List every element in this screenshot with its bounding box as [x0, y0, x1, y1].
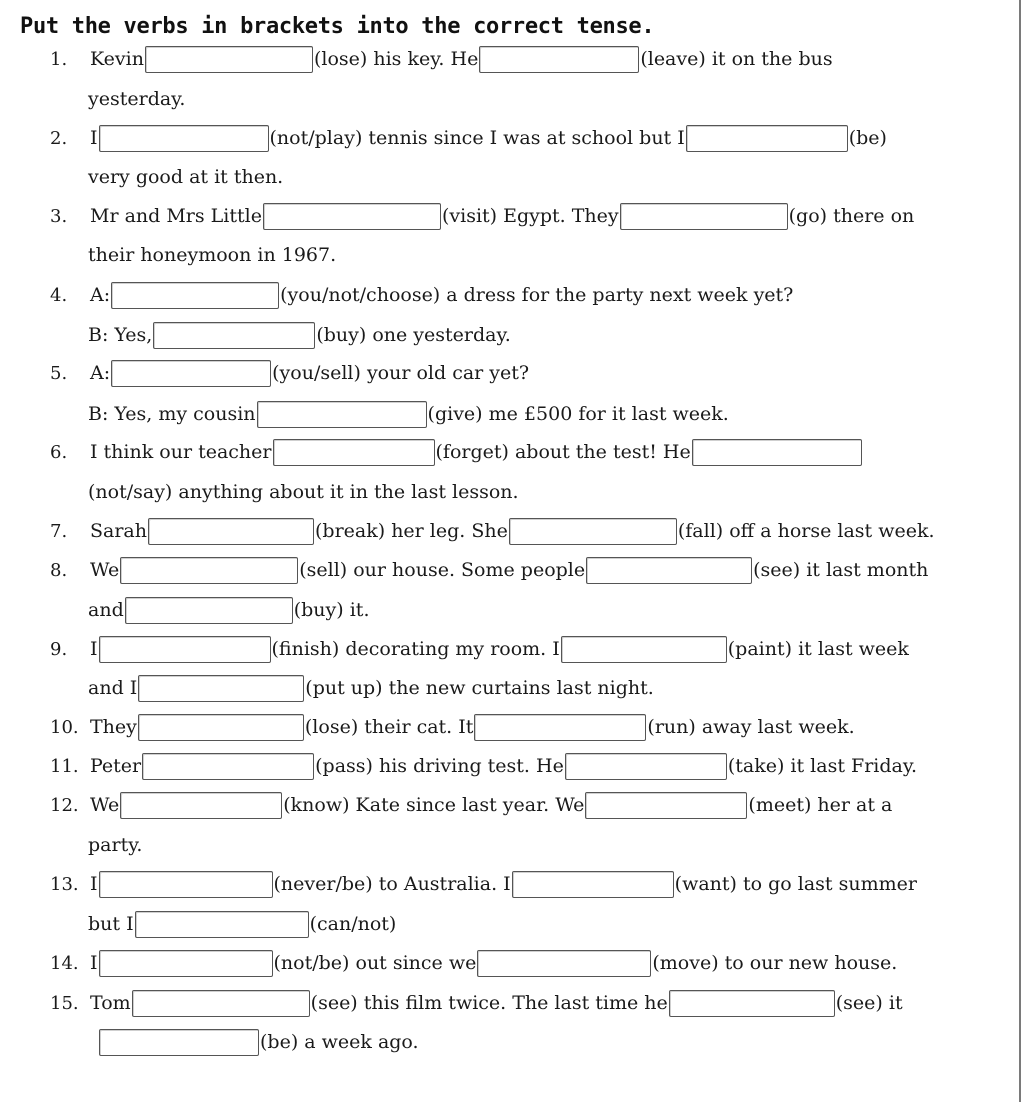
exercise-text: (break) her leg. She — [315, 520, 508, 542]
exercise-line — [88, 159, 283, 195]
answer-blank[interactable] — [686, 125, 848, 152]
exercise-line — [50, 631, 909, 667]
exercise-line — [88, 592, 369, 628]
answer-blank[interactable] — [669, 990, 835, 1017]
exercise-text: I think our teacher — [90, 441, 272, 463]
exercise-text: B: Yes, my cousin — [88, 403, 256, 425]
exercise-text: Kevin — [90, 48, 144, 70]
answer-blank[interactable] — [477, 950, 651, 977]
answer-blank[interactable] — [138, 714, 304, 741]
exercise-text: (not/play) tennis since I was at school but I — [269, 127, 685, 149]
exercise-text: (forget) about the test! He — [435, 441, 691, 463]
exercise-line — [88, 81, 185, 117]
answer-blank[interactable] — [479, 46, 639, 73]
exercise-line — [50, 787, 892, 823]
answer-blank[interactable] — [99, 1029, 259, 1056]
item-number: 15. — [50, 992, 79, 1014]
exercise-line — [50, 120, 887, 156]
exercise-text: but I — [88, 913, 134, 935]
answer-blank[interactable] — [99, 636, 271, 663]
answer-blank[interactable] — [565, 753, 727, 780]
answer-blank[interactable] — [620, 203, 788, 230]
answer-blank[interactable] — [512, 871, 674, 898]
item-number: 4. — [50, 284, 68, 306]
answer-blank[interactable] — [142, 753, 314, 780]
exercise-line — [50, 434, 863, 470]
answer-blank[interactable] — [273, 439, 435, 466]
exercise-text: (see) it — [835, 992, 903, 1014]
exercise-text: Peter — [90, 755, 142, 777]
exercise-text: very good at it then. — [88, 166, 284, 188]
exercise-text: (go) there on — [788, 205, 915, 227]
worksheet-title: Put the verbs in brackets into the correct tense. — [20, 14, 655, 39]
exercise-text: (be) — [848, 127, 887, 149]
answer-blank[interactable] — [99, 125, 269, 152]
answer-blank[interactable] — [153, 322, 315, 349]
item-number: 7. — [50, 520, 68, 542]
item-number: 14. — [50, 952, 79, 974]
exercise-text: (leave) it on the bus — [640, 48, 833, 70]
exercise-text: (pass) his driving test. He — [315, 755, 564, 777]
exercise-text: (lose) his key. He — [313, 48, 479, 70]
exercise-line — [50, 513, 935, 549]
exercise-text: (you/not/choose) a dress for the party next week yet? — [280, 284, 794, 306]
exercise-text: (not/be) out since we — [273, 952, 477, 974]
exercise-text: (know) Kate since last year. We — [283, 794, 585, 816]
exercise-text: (see) this film twice. The last time he — [310, 992, 668, 1014]
answer-blank[interactable] — [145, 46, 313, 73]
answer-blank[interactable] — [99, 871, 273, 898]
exercise-text: Tom — [90, 992, 131, 1014]
exercise-text: (want) to go last summer — [674, 873, 917, 895]
item-number: 3. — [50, 205, 68, 227]
exercise-text: and — [88, 599, 124, 621]
answer-blank[interactable] — [111, 360, 271, 387]
exercise-text: and I — [88, 677, 138, 699]
exercise-line — [88, 474, 519, 510]
exercise-line — [50, 41, 833, 77]
exercise-text: (buy) one yesterday. — [316, 324, 511, 346]
exercise-text: (move) to our new house. — [652, 952, 898, 974]
exercise-text: (visit) Egypt. They — [441, 205, 619, 227]
item-number: 11. — [50, 755, 79, 777]
answer-blank[interactable] — [135, 911, 309, 938]
answer-blank[interactable] — [509, 518, 677, 545]
item-number: 2. — [50, 127, 68, 149]
answer-blank[interactable] — [120, 557, 298, 584]
answer-blank[interactable] — [585, 792, 747, 819]
exercise-line — [88, 237, 336, 273]
exercise-text: I — [90, 873, 98, 895]
item-number: 6. — [50, 441, 68, 463]
exercise-line — [88, 827, 142, 863]
exercise-text: (lose) their cat. It — [304, 716, 474, 738]
exercise-text: (sell) our house. Some people — [299, 559, 586, 581]
exercise-line — [50, 866, 917, 902]
exercise-line — [50, 945, 897, 981]
exercise-line — [50, 748, 917, 784]
exercise-text: Mr and Mrs Little — [90, 205, 262, 227]
exercise-line — [50, 277, 793, 313]
item-number: 10. — [50, 716, 79, 738]
exercise-text: (be) a week ago. — [260, 1031, 419, 1053]
exercise-text: (you/sell) your old car yet? — [272, 362, 530, 384]
exercise-line — [88, 906, 396, 942]
exercise-text: (not/say) anything about it in the last lesson. — [88, 481, 519, 503]
item-number: 9. — [50, 638, 68, 660]
exercise-text: (put up) the new curtains last night. — [305, 677, 654, 699]
exercise-line — [50, 985, 903, 1021]
exercise-line — [88, 396, 729, 432]
exercise-text: I — [90, 952, 98, 974]
exercise-line — [88, 670, 654, 706]
exercise-text: A: — [90, 362, 111, 384]
answer-blank[interactable] — [120, 792, 282, 819]
answer-blank[interactable] — [257, 401, 427, 428]
answer-blank[interactable] — [263, 203, 441, 230]
item-number: 12. — [50, 794, 79, 816]
exercise-text: We — [90, 559, 120, 581]
answer-blank[interactable] — [111, 282, 279, 309]
exercise-text: (fall) off a horse last week. — [677, 520, 935, 542]
answer-blank[interactable] — [132, 990, 310, 1017]
exercise-text: (see) it last month — [753, 559, 929, 581]
exercise-line — [50, 355, 529, 391]
item-number: 5. — [50, 362, 68, 384]
answer-blank[interactable] — [692, 439, 862, 466]
answer-blank[interactable] — [138, 675, 304, 702]
answer-blank[interactable] — [99, 950, 273, 977]
exercise-text: A: — [90, 284, 111, 306]
exercise-text: their honeymoon in 1967. — [88, 244, 337, 266]
item-number: 1. — [50, 48, 68, 70]
exercise-text: (never/be) to Australia. I — [273, 873, 511, 895]
exercise-text: I — [90, 638, 98, 660]
exercise-text: B: Yes, — [88, 324, 153, 346]
item-number: 13. — [50, 873, 79, 895]
exercise-line — [88, 317, 511, 353]
exercise-text: Sarah — [90, 520, 147, 542]
exercise-text: (can/not) — [309, 913, 397, 935]
answer-blank[interactable] — [561, 636, 727, 663]
exercise-text: (paint) it last week — [727, 638, 909, 660]
answer-blank[interactable] — [125, 597, 293, 624]
exercise-line — [98, 1024, 419, 1060]
exercise-line — [50, 709, 855, 745]
exercise-text: (buy) it. — [293, 599, 370, 621]
exercise-text: (give) me £500 for it last week. — [427, 403, 729, 425]
exercise-text: (run) away last week. — [647, 716, 855, 738]
exercise-text: We — [90, 794, 120, 816]
exercise-text: (finish) decorating my room. I — [271, 638, 560, 660]
exercise-text: (take) it last Friday. — [727, 755, 918, 777]
exercise-text: party. — [88, 834, 143, 856]
exercise-line — [50, 198, 914, 234]
answer-blank[interactable] — [586, 557, 752, 584]
exercise-text: (meet) her at a — [748, 794, 893, 816]
exercise-text: They — [90, 716, 137, 738]
answer-blank[interactable] — [148, 518, 314, 545]
exercise-text: I — [90, 127, 98, 149]
page-edge — [1019, 0, 1021, 1102]
item-number: 8. — [50, 559, 68, 581]
exercise-line — [50, 552, 928, 588]
exercise-text: yesterday. — [88, 88, 186, 110]
answer-blank[interactable] — [474, 714, 646, 741]
